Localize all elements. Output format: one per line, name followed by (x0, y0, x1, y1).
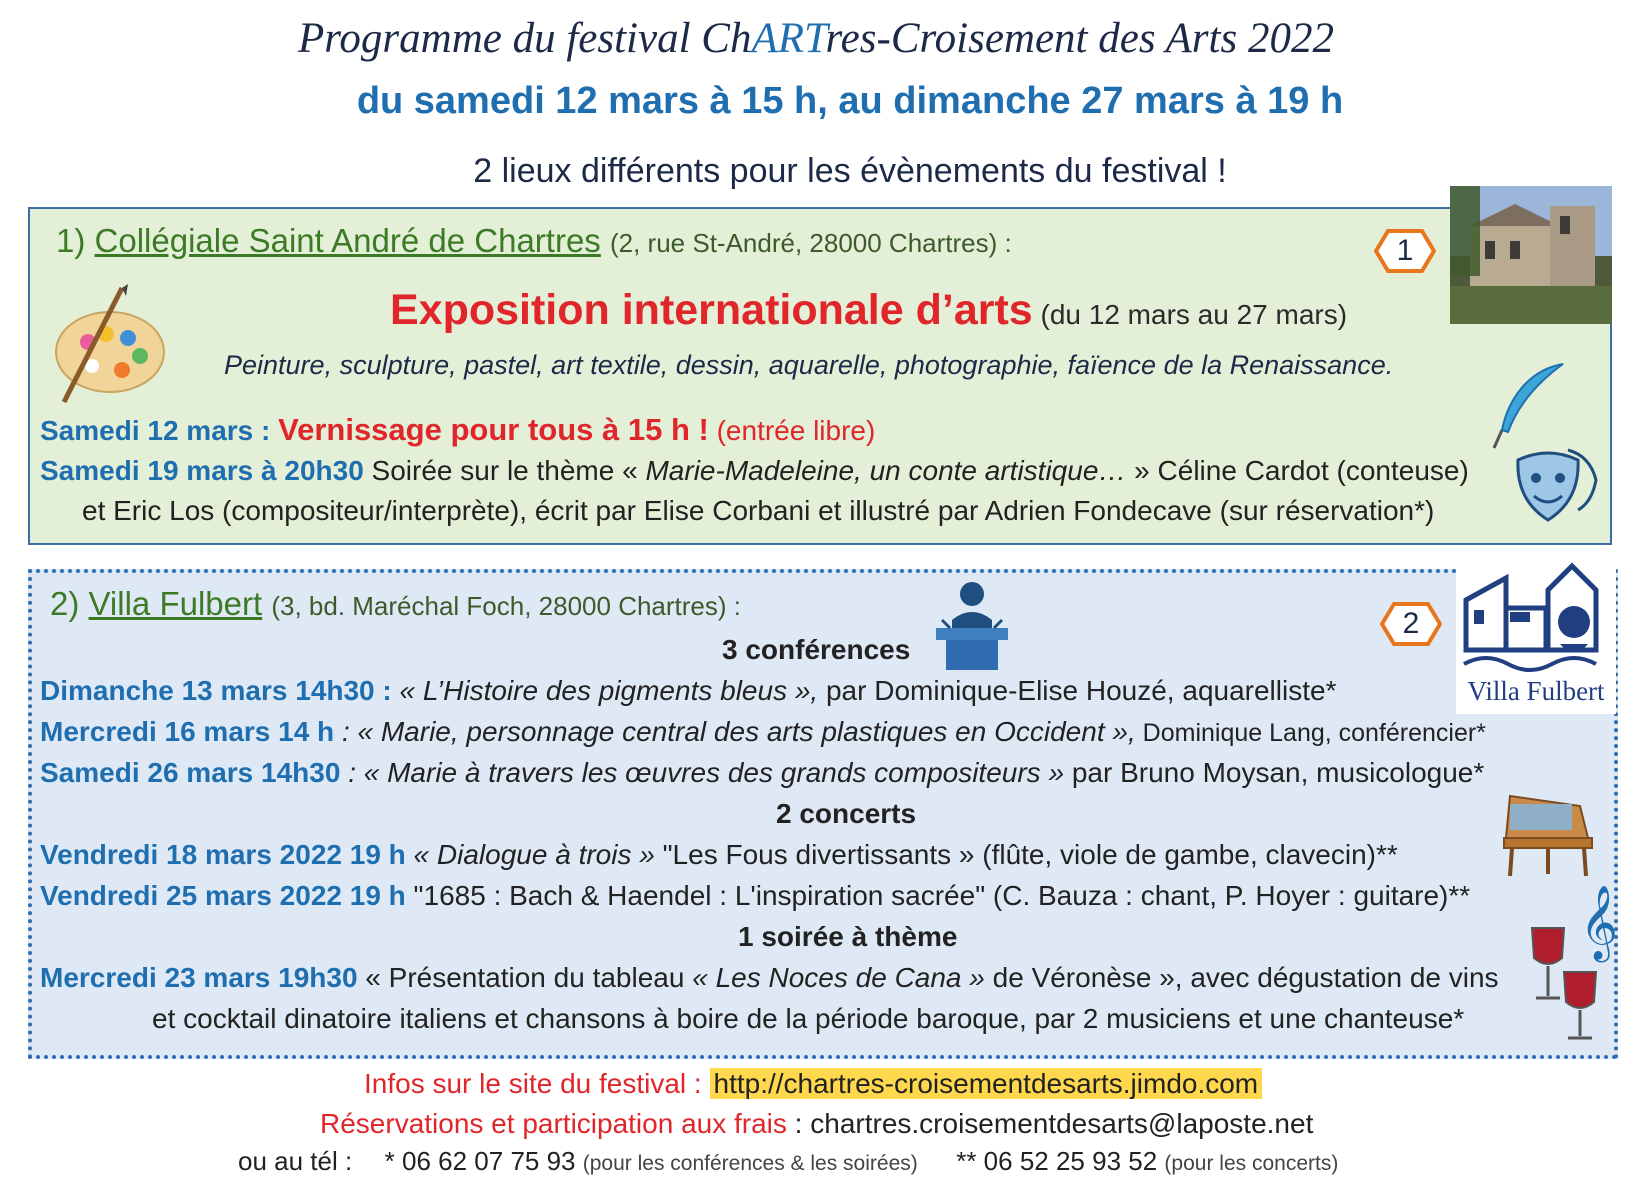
expo-media: Peinture, sculpture, pastel, art textile, dessin, aquarelle, photographie, faïence de la Renaissance. (224, 350, 1394, 380)
title-art-highlight: ART (751, 15, 826, 62)
expo-dates: (du 12 mars au 27 mars) (1040, 299, 1348, 330)
conference-item: Mercredi 16 mars 14 h : « Marie, personnage central des arts plastiques en Occident », Dominique Lang, conférencier* (40, 716, 1486, 747)
expo-heading (390, 286, 1347, 335)
wine-glasses-icon (1528, 884, 1618, 1044)
venue1-badge: 1 (1374, 228, 1436, 274)
venue2-address: (3, bd. Maréchal Foch, 28000 Chartres) : (271, 591, 741, 621)
venue1-address: (2, rue St-André, 28000 Chartres) : (609, 228, 1012, 258)
church-photo (1450, 186, 1612, 324)
footer-phones: ou au tél : * 06 62 07 75 93 (pour les conférences & les soirées) ** 06 52 25 93 52 (pour les concerts) (238, 1146, 1339, 1176)
venue2-heading: 2) Villa Fulbert (3, bd. Maréchal Foch, 28000 Chartres) : (50, 585, 741, 622)
concert-item: Vendredi 25 mars 2022 19 h "1685 : Bach & Haendel : L'inspiration sacrée" (C. Bauza : chant, P. Hoyer : guitare)** (40, 880, 1471, 911)
vernissage-highlight: Vernissage pour tous à 15 h ! (278, 412, 709, 447)
festival-website-link[interactable]: http://chartres-croisementdesarts.jimdo.com (710, 1068, 1263, 1099)
villa-fulbert-logo (1456, 560, 1616, 714)
phone-1[interactable]: * 06 62 07 75 93 (384, 1146, 576, 1176)
harpsichord-icon (1500, 788, 1596, 880)
event-vernissage: Samedi 12 mars : Vernissage pour tous à 15 h ! (entrée libre) (40, 412, 876, 447)
soiree-line2: et cocktail dinatoire italiens et chansons à boire de la période baroque, par 2 musiciens et une chanteuse* (152, 1003, 1465, 1034)
festival-dates: du samedi 12 mars à 15 h, au dimanche 27 mars à 19 h (356, 80, 1344, 122)
event-soiree-marie-madeleine: Samedi 19 mars à 20h30 Soirée sur le thème « Marie-Madeleine, un conte artistique… » Céline Cardot (conteuse) (40, 455, 1469, 486)
venue1-heading: 1) Collégiale Saint André de Chartres (2, rue St-André, 28000 Chartres) : (56, 222, 1012, 259)
phone-2[interactable]: ** 06 52 25 93 52 (956, 1146, 1158, 1176)
event-soiree-line2: et Eric Los (compositeur/interprète), écrit par Elise Corbani et illustré par Adrien Fondecave (sur réservation*) (82, 495, 1435, 526)
soiree-item: Mercredi 23 mars 19h30 « Présentation du tableau « Les Noces de Cana » de Véronèse », avec dégustation de vins (40, 962, 1499, 993)
tagline: 2 lieux différents pour les évènements du festival ! (473, 152, 1227, 190)
reservation-email-link[interactable]: chartres.croisementdesarts@laposte.net (810, 1108, 1314, 1139)
concert-item: Vendredi 18 mars 2022 19 h « Dialogue à trois » "Les Fous divertissants » (flûte, viole de gambe, clavecin)** (40, 839, 1398, 870)
speaker-podium-icon (930, 580, 1014, 672)
venue2-badge: 2 (1380, 601, 1442, 647)
conference-item: Samedi 26 mars 14h30 : « Marie à travers les œuvres des grands compositeurs » par Bruno Moysan, musicologue* (40, 757, 1485, 788)
theatre-masks-icon (1508, 440, 1600, 536)
expo-title: Exposition internationale d’arts (390, 286, 1033, 334)
palette-icon (52, 282, 172, 410)
treble-clef-icon: 𝄞 (1580, 886, 1618, 960)
conference-item: Dimanche 13 mars 14h30 : « L’Histoire des pigments bleus », par Dominique-Elise Houzé, aquarelliste* (40, 675, 1337, 706)
soiree-heading: 1 soirée à thème (738, 921, 958, 952)
footer-reservations: Réservations et participation aux frais : chartres.croisementdesarts@laposte.net (320, 1108, 1314, 1139)
venue1-name-link[interactable]: Collégiale Saint André de Chartres (94, 222, 601, 259)
conferences-heading: 3 conférences (722, 634, 911, 665)
page-title: Programme du festival ChARTres-Croisement des Arts 2022 (298, 15, 1334, 62)
concerts-heading: 2 concerts (776, 798, 917, 829)
footer-infos: Infos sur le site du festival : http://chartres-croisementdesarts.jimdo.com (364, 1068, 1262, 1100)
villa-fulbert-logo-text: Villa Fulbert (1467, 676, 1605, 706)
feather-icon (1488, 360, 1568, 450)
venue2-name-link[interactable]: Villa Fulbert (88, 585, 263, 622)
